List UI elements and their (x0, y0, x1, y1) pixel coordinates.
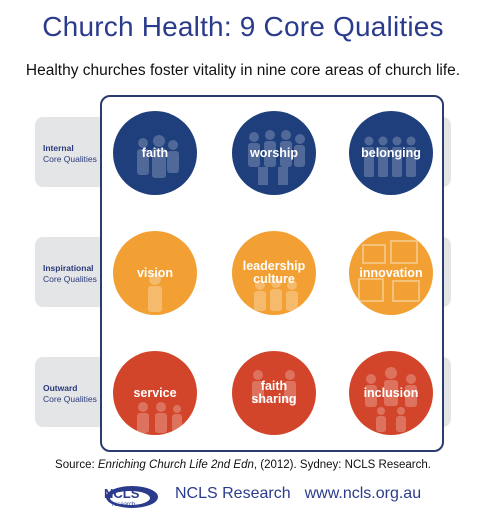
source-prefix: Source: (55, 459, 98, 471)
row-label-title: Internal (43, 143, 74, 153)
logo-text: NCLS (104, 486, 140, 501)
row-label-internal (43, 143, 97, 165)
source-suffix: , (2012). Sydney: NCLS Research. (253, 459, 431, 471)
quality-circle-faith-sharing (232, 351, 316, 435)
row-label-outward (43, 383, 97, 405)
row-label-title: Inspirational (43, 263, 94, 273)
quality-circle-leadership-culture (232, 231, 316, 315)
website-url: www.ncls.org.au (304, 485, 422, 502)
quality-label: innovation (359, 265, 423, 280)
row-label-subtitle: Core Qualities (43, 274, 97, 284)
quality-label: service (133, 385, 177, 400)
source-title: Enriching Church Life 2nd Edn (97, 459, 254, 471)
source-citation (0, 459, 486, 471)
row-label-title: Outward (43, 383, 78, 393)
logo-subtext: research (112, 502, 136, 508)
page-title: Church Health: 9 Core Qualities (42, 11, 444, 42)
quality-circle-belonging (349, 111, 433, 195)
quality-label: worship (250, 145, 298, 160)
quality-label: inclusion (363, 385, 419, 400)
quality-label: leadership culture (242, 259, 306, 286)
quality-circle-worship (232, 111, 316, 195)
ncls-logo (100, 481, 160, 511)
quality-label: faith sharing (251, 379, 297, 406)
row-label-subtitle: Core Qualities (43, 394, 97, 404)
quality-label: vision (136, 265, 174, 280)
quality-circle-faith (113, 111, 197, 195)
quality-circle-service (113, 351, 197, 435)
quality-label: faith (141, 145, 169, 160)
brand-line (175, 485, 421, 503)
quality-circle-inclusion (349, 351, 433, 435)
quality-label: belonging (361, 145, 421, 160)
quality-circle-vision (113, 231, 197, 315)
row-label-subtitle: Core Qualities (43, 154, 97, 164)
page-subtitle: Healthy churches foster vitality in nine core areas of church life. (25, 62, 461, 79)
row-label-inspirational (43, 263, 97, 285)
org-name: NCLS Research (175, 485, 291, 502)
quality-circle-innovation (349, 231, 433, 315)
